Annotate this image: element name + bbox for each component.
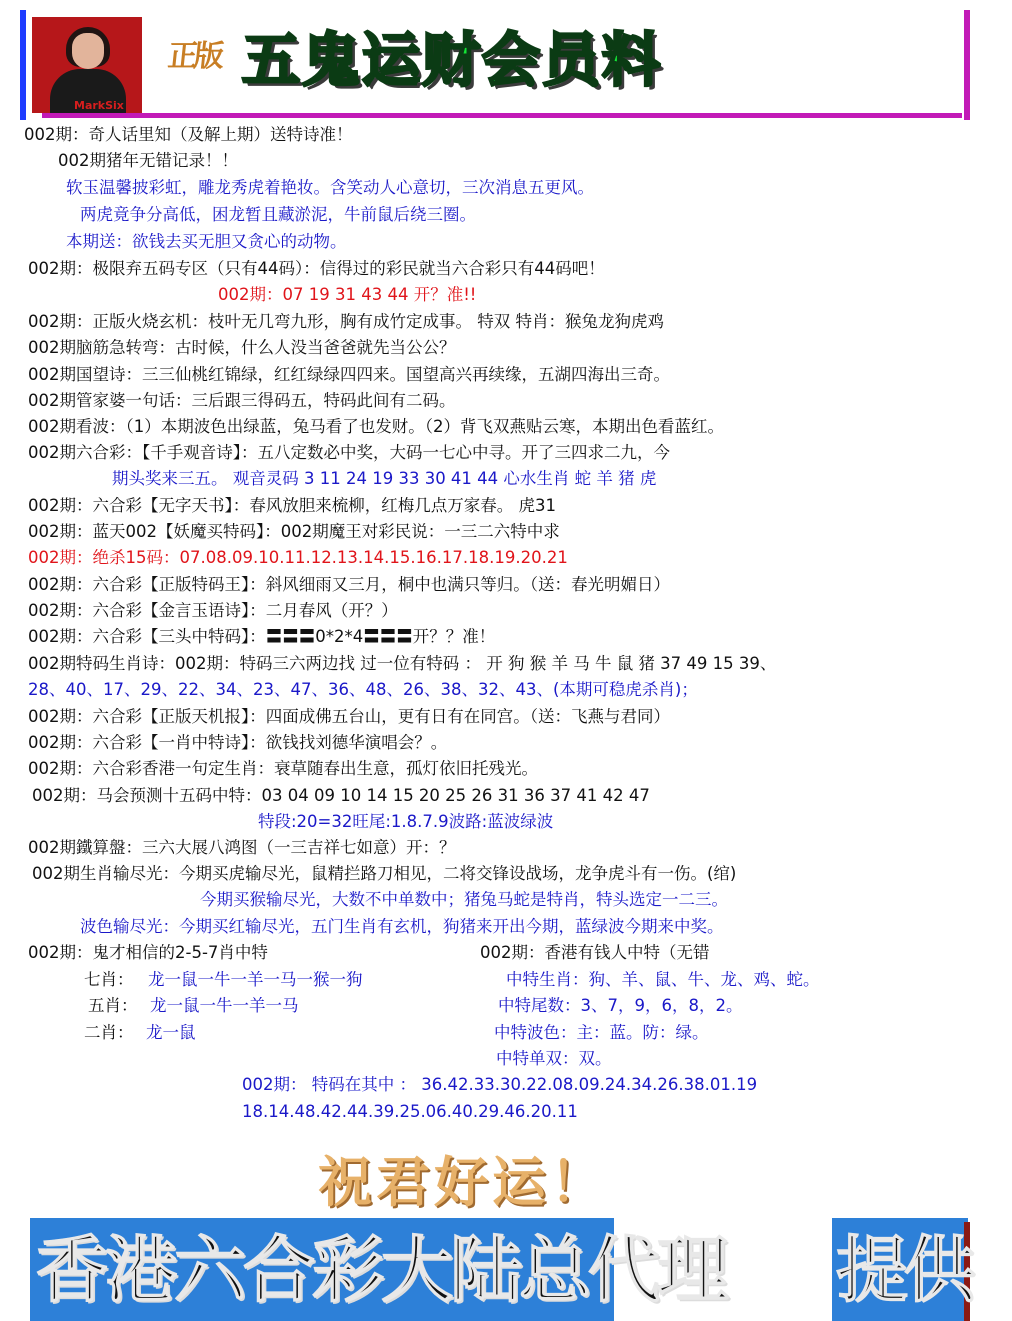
line-lantian: 002期：蓝天002【妖魔买特码】：002期魔王对彩民说：一三二六特中求 xyxy=(28,522,560,541)
line-tianshu: 002期：六合彩【无字天书】：春风放胆来梳柳，红梅几点万家春。 虎31 xyxy=(28,496,556,515)
portrait-watermark: MarkSix xyxy=(74,99,124,112)
agent-banner-suffix: 提供 xyxy=(836,1227,973,1312)
line-housekeeper: 002期管家婆一句话：三后跟三得码五，特码此间有二码。 xyxy=(28,391,456,410)
line-tema-king: 002期：六合彩【正版特码王】：斜风细雨又三月，桐中也满只等归。（送：春光明媚日） xyxy=(28,575,670,594)
header-underline xyxy=(42,113,962,118)
left-row-label-7: 七肖： xyxy=(84,970,134,989)
left-row-value-7: 龙一鼠一牛一羊一马一猴一狗 xyxy=(148,970,363,989)
right-row-color: 中特波色：主：蓝。防：绿。 xyxy=(494,1023,709,1042)
line-zodiac-numbers: 28、40、17、29、22、34、23、47、36、48、26、38、32、43、(本期可稳虎杀肖)； xyxy=(28,680,698,699)
header-right-bar xyxy=(964,10,970,120)
line-santou: 002期：六合彩【三头中特码】：〓〓〓0*2*4〓〓〓开？？准！ xyxy=(28,627,496,646)
edition-mark: 正版 xyxy=(166,39,222,74)
agent-banner-text: 香港六合彩大陆总代理 xyxy=(36,1227,727,1312)
line-yixiao: 002期：六合彩【一肖中特诗】：欲钱找刘德华演唱会？。 xyxy=(28,733,448,752)
left-row-value-2: 龙一鼠 xyxy=(146,1023,196,1042)
line-lose-1: 002期生肖输尽光：今期买虎输尽光，鼠精拦路刀相见，二将交锋设战场，龙争虎斗有一伤。(绾) xyxy=(32,864,737,883)
left-row-value-5: 龙一鼠一牛一羊一马 xyxy=(150,996,299,1015)
line-intro: 002期：奇人话里知（及解上期）送特诗准！ xyxy=(24,125,353,144)
line-riddle: 002期脑筋急转弯：古时候，什么人没当爸爸就先当公公？ xyxy=(28,338,456,357)
line-guanyin-2: 期头奖来三五。 观音灵码 3 11 24 19 33 30 41 44 心水生肖 蛇 羊 猪 虎 xyxy=(112,469,657,488)
line-segment: 特段:20=32旺尾:1.8.7.9波路:蓝波绿波 xyxy=(258,812,554,831)
line-lose-3: 波色输尽光：今期买红输尽光，五门生肖有玄机，狗猪来开出今期，蓝绿波今期来中奖。 xyxy=(80,917,724,936)
line-limit-numbers: 002期：07 19 31 43 44 开？准!! xyxy=(218,285,477,304)
line-poem-1: 软玉温馨披彩虹，雕龙秀虎着艳妆。含笑动人心意切，三次消息五更风。 xyxy=(66,178,594,197)
line-gift: 本期送：欲钱去买无胆又贪心的动物。 xyxy=(66,232,347,251)
line-zodiac-poem: 002期特码生肖诗：002期：特码三六两边找 过一位有特码 ： 开 狗 猴 羊 马 牛 鼠 猪 37 49 15 39、 xyxy=(28,654,777,673)
good-luck-slogan: 祝君好运！ xyxy=(318,1150,608,1214)
line-hk-zodiac: 002期：六合彩香港一句定生肖：衰草随春出生意，孤灯依旧托残光。 xyxy=(28,759,538,778)
line-jinyan: 002期：六合彩【金言玉语诗】：二月春风（开？） xyxy=(28,601,398,620)
line-record: 002期猪年无错记录！！ xyxy=(58,151,238,170)
special-numbers-2: 18.14.48.42.44.39.25.06.40.29.46.20.11 xyxy=(242,1102,578,1121)
special-numbers-1: 002期： 特码在其中 ： 36.42.33.30.22.08.09.24.34.26.38.01.19 xyxy=(242,1075,758,1094)
left-col-title: 002期：鬼才相信的2-5-7肖中特 xyxy=(28,943,268,962)
line-tianji: 002期：六合彩【正版天机报】：四面成佛五台山，更有日有在同宫。（送：飞燕与君同） xyxy=(28,707,670,726)
page-title: 五鬼运财会员料 xyxy=(242,26,663,94)
line-poem-2: 两虎竟争分高低，困龙暂且藏淤泥，牛前鼠后绕三圈。 xyxy=(80,205,476,224)
line-guowang: 002期国望诗：三三仙桃红锦绿，红红绿绿四四来。国望高兴再续缘，五湖四海出三奇。 xyxy=(28,365,670,384)
line-guanyin-1: 002期六合彩：【千手观音诗】：五八定数必中奖，大码一七心中寻。开了三四求二九，今 xyxy=(28,443,670,462)
line-abacus: 002期鐵算盤：三六大展八鸿图（一三吉祥七如意）开：？ xyxy=(28,838,456,857)
line-kill-15: 002期：绝杀15码：07.08.09.10.11.12.13.14.15.16.17.18.19.20.21 xyxy=(28,548,568,567)
right-row-tail: 中特尾数：3、7，9，6，8，2。 xyxy=(498,996,743,1015)
line-fire: 002期：正版火烧玄机：枝叶无几弯九形，胸有成竹定成事。 特双 特肖：猴兔龙狗虎鸡 xyxy=(28,312,664,331)
right-row-parity: 中特单双：双。 xyxy=(496,1049,612,1068)
header-left-bar xyxy=(20,10,26,120)
left-row-label-5: 五肖： xyxy=(88,996,138,1015)
line-limit: 002期：极限弃五码专区（只有44码）：信得过的彩民就当六合彩只有44码吧！ xyxy=(28,259,605,278)
left-row-label-2: 二肖： xyxy=(84,1023,134,1042)
line-horse-15: 002期：马会预测十五码中特：03 04 09 10 14 15 20 25 26 31 36 37 41 42 47 xyxy=(32,786,650,805)
right-col-title: 002期：香港有钱人中特（无错 xyxy=(480,943,710,962)
header xyxy=(20,10,970,120)
portrait-image xyxy=(32,17,142,113)
right-row-zodiac: 中特生肖：狗、羊、鼠、牛、龙、鸡、蛇。 xyxy=(506,970,820,989)
line-lose-2: 今期买猴输尽光，大数不中单数中；猪兔马蛇是特肖，特头选定一二三。 xyxy=(200,890,728,909)
line-wave: 002期看波：（1）本期波色出绿蓝，兔马看了也发财。（2）背飞双燕贴云寒，本期出色看蓝红。 xyxy=(28,417,724,436)
